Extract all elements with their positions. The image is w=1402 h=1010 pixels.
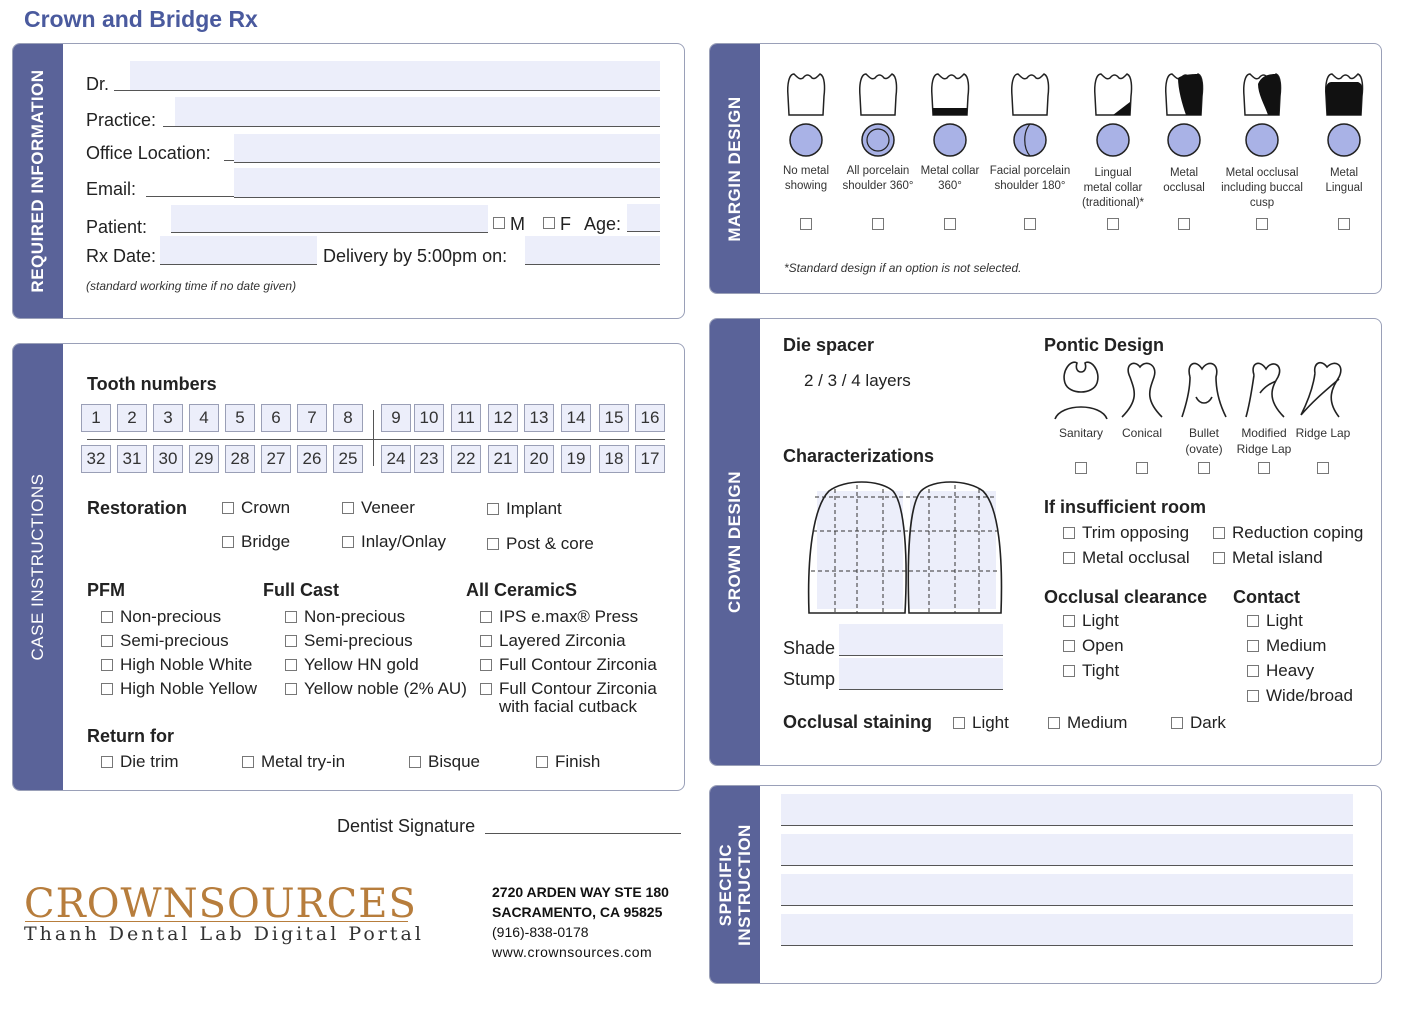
tooth-chart-horizontal-divider [87, 439, 665, 440]
pontic-option-5-label: Ridge Lap [1295, 426, 1351, 440]
pfm-semi-precious-checkbox[interactable] [101, 635, 113, 647]
return-finish-checkbox[interactable] [536, 756, 548, 768]
pontic-option-4-checkbox[interactable] [1258, 462, 1270, 474]
stump-field[interactable] [839, 658, 1003, 690]
pontic-option-5-shape [1301, 363, 1341, 417]
clearance-tight-checkbox[interactable] [1063, 665, 1075, 677]
staining-dark-checkbox[interactable] [1171, 717, 1183, 729]
address-city: SACRAMENTO, CA 95825 [492, 904, 663, 920]
office-label: Office Location: [86, 143, 211, 163]
cast-non-precious-label: Non-precious [304, 607, 406, 626]
rx-date-label: Rx Date: [86, 246, 157, 266]
margin-option-7-label: Metal occlusal including buccal cusp [1221, 167, 1303, 209]
return-metal-try-in-checkbox[interactable] [242, 756, 254, 768]
shade-field[interactable] [839, 624, 1003, 656]
metal-occlusal-room-option[interactable] [1063, 548, 1190, 568]
margin-option-7-cross-section [1246, 124, 1278, 156]
tooth-number-1[interactable]: 1 [81, 404, 111, 432]
margin-option-1-crown [788, 74, 825, 115]
staining-dark-label: Dark [1190, 713, 1226, 732]
all-ceramics-heading: All CeramicS [466, 580, 578, 600]
metal-occlusal-room-label: Metal occlusal [1082, 548, 1190, 567]
email-field[interactable] [234, 168, 660, 198]
return-metal-try-in-option[interactable] [242, 752, 345, 772]
tooth-number-17[interactable]: 17 [635, 445, 665, 473]
reduction-coping-checkbox[interactable] [1213, 527, 1225, 539]
contact-wide-broad-option[interactable] [1247, 686, 1353, 706]
return-finish-option[interactable] [536, 752, 600, 772]
restoration-implant-option[interactable] [487, 499, 562, 519]
restoration-post-core-checkbox[interactable] [487, 538, 499, 550]
trim-opposing-checkbox[interactable] [1063, 527, 1075, 539]
contact-heavy-option[interactable] [1247, 661, 1314, 681]
return-bisque-checkbox[interactable] [409, 756, 421, 768]
clearance-light-label: Light [1082, 611, 1119, 630]
address-phone: (916)-838-0178 [492, 924, 589, 940]
crownsources-logo: CROWNSOURCES [24, 881, 417, 927]
restoration-post-core-option[interactable] [487, 534, 594, 554]
occlusal-clearance-heading: Occlusal clearance [1044, 587, 1208, 607]
tooth-number-14[interactable]: 14 [561, 404, 591, 432]
margin-option-4-checkbox[interactable] [1024, 218, 1036, 230]
restoration-crown-label: Crown [241, 498, 291, 517]
specific-instruction-line-1[interactable] [781, 794, 1353, 826]
pfm-semi-precious-label: Semi-precious [120, 631, 229, 650]
restoration-inlay-onlay-label: Inlay/Onlay [361, 532, 447, 551]
tooth-number-24[interactable]: 24 [381, 445, 411, 473]
restoration-bridge-option[interactable] [222, 532, 290, 552]
pontic-option-5-checkbox[interactable] [1317, 462, 1329, 474]
cast-non-precious-option[interactable] [285, 607, 405, 627]
return-die-trim-label: Die trim [120, 752, 179, 771]
pfm-high-noble-white-checkbox[interactable] [101, 659, 113, 671]
pontic-option-2-label: Conical [1121, 426, 1163, 440]
pfm-high-noble-yellow-checkbox[interactable] [101, 683, 113, 695]
ceramic-full-contour-option[interactable] [480, 655, 657, 675]
cast-yellow-hn-gold-option[interactable] [285, 655, 419, 675]
address-street: 2720 ARDEN WAY STE 180 [492, 884, 669, 900]
tooth-number-5[interactable]: 5 [225, 404, 255, 432]
ceramic-emax-label: IPS e.max® Press [499, 607, 639, 626]
tooth-number-23[interactable]: 23 [414, 445, 444, 473]
margin-option-4-cross-section [1014, 124, 1046, 156]
metal-occlusal-room-checkbox[interactable] [1063, 552, 1075, 564]
required-info-band [13, 44, 63, 318]
margin-option-1-label: No metal showing [782, 165, 830, 192]
pontic-design-heading: Pontic Design [1044, 335, 1165, 355]
die-spacer-heading: Die spacer [783, 335, 875, 355]
specific-instruction-band [710, 786, 760, 983]
ceramic-emax-checkbox[interactable] [480, 611, 492, 623]
tooth-numbers-heading: Tooth numbers [87, 374, 217, 394]
restoration-implant-checkbox[interactable] [487, 503, 499, 515]
margin-option-2-checkbox[interactable] [872, 218, 884, 230]
contact-medium-option[interactable] [1247, 636, 1326, 656]
dr-label: Dr. [86, 74, 110, 94]
tooth-number-15[interactable]: 15 [599, 404, 629, 432]
pontic-option-3-shape [1182, 363, 1226, 417]
case-instructions-band [13, 344, 63, 790]
patient-label: Patient: [86, 217, 148, 237]
staining-medium-option[interactable] [1048, 713, 1127, 733]
form-title: Crown and Bridge Rx [24, 6, 258, 32]
logo-tagline: Thanh Dental Lab Digital Portal [24, 923, 424, 945]
margin-option-6-label: Metal occlusal [1163, 167, 1205, 194]
staining-light-label: Light [972, 713, 1009, 732]
margin-option-6-cross-section [1168, 124, 1200, 156]
dr-line [114, 79, 130, 91]
clearance-open-checkbox[interactable] [1063, 640, 1075, 652]
return-bisque-label: Bisque [428, 752, 480, 771]
practice-label: Practice: [86, 110, 157, 130]
ceramic-emax-option[interactable] [480, 607, 638, 627]
pontic-option-1-checkbox[interactable] [1075, 462, 1087, 474]
reduction-coping-label: Reduction coping [1232, 523, 1364, 542]
working-time-note: (standard working time if no date given) [86, 279, 297, 293]
margin-option-6-checkbox[interactable] [1178, 218, 1190, 230]
pfm-semi-precious-option[interactable] [101, 631, 229, 651]
pontic-option-3-checkbox[interactable] [1198, 462, 1210, 474]
pfm-non-precious-option[interactable] [101, 607, 221, 627]
crown-design-band-label: CROWN DESIGN [725, 471, 744, 613]
margin-option-3-metal-collar [933, 108, 967, 115]
pfm-high-noble-yellow-option[interactable] [101, 679, 257, 699]
return-metal-try-in-label: Metal try-in [261, 752, 346, 771]
char-right-fill [910, 491, 996, 609]
cast-semi-precious-checkbox[interactable] [285, 635, 297, 647]
tooth-number-9[interactable]: 9 [381, 404, 411, 432]
margin-design-panel [709, 43, 1382, 294]
margin-option-3-cross-section [934, 124, 966, 156]
margin-option-7-checkbox[interactable] [1256, 218, 1268, 230]
cast-yellow-noble-checkbox[interactable] [285, 683, 297, 695]
staining-medium-label: Medium [1067, 713, 1128, 732]
cast-semi-precious-label: Semi-precious [304, 631, 413, 650]
cast-yellow-noble-option[interactable] [285, 679, 467, 699]
return-for-heading: Return for [87, 726, 174, 746]
contact-heading: Contact [1233, 587, 1300, 607]
tooth-number-31[interactable]: 31 [117, 445, 147, 473]
case-instructions-panel [12, 343, 685, 791]
dr-field[interactable] [130, 61, 660, 91]
ceramic-layered-zirconia-label: Layered Zirconia [499, 631, 626, 650]
ceramic-full-contour-checkbox[interactable] [480, 659, 492, 671]
tooth-number-25[interactable]: 25 [333, 445, 363, 473]
shade-label: Shade [783, 638, 836, 658]
tooth-number-21[interactable]: 21 [488, 445, 518, 473]
margin-option-3-label: Metal collar 360° [920, 165, 980, 192]
email-line [146, 185, 236, 197]
cast-semi-precious-option[interactable] [285, 631, 413, 651]
age-label: Age: [584, 214, 622, 234]
practice-field[interactable] [175, 97, 660, 127]
specific-instruction-line-4[interactable] [781, 914, 1353, 946]
tooth-number-4[interactable]: 4 [189, 404, 219, 432]
cast-yellow-hn-gold-checkbox[interactable] [285, 659, 297, 671]
pontic-design-illustrations [710, 319, 1382, 489]
case-instructions-band-label: CASE INSTRUCTIONS [28, 473, 47, 661]
tooth-number-20[interactable]: 20 [524, 445, 554, 473]
margin-option-8-label: Metal Lingual [1325, 167, 1363, 194]
return-die-trim-option[interactable] [101, 752, 179, 772]
margin-option-2-shoulder-ring [867, 129, 889, 151]
margin-option-5-cross-section [1097, 124, 1129, 156]
stump-label: Stump [783, 669, 836, 689]
male-label: M [510, 214, 525, 234]
margin-option-8-cross-section [1328, 124, 1360, 156]
restoration-veneer-option[interactable] [342, 498, 415, 518]
female-checkbox[interactable] [543, 217, 555, 229]
tooth-number-6[interactable]: 6 [261, 404, 291, 432]
rx-date-field[interactable] [160, 236, 317, 265]
tooth-number-26[interactable]: 26 [297, 445, 327, 473]
characterization-tooth-diagram[interactable] [805, 477, 1005, 617]
crown-design-panel [709, 318, 1382, 766]
pontic-option-4-label: Modified Ridge Lap [1236, 426, 1292, 456]
tooth-number-12[interactable]: 12 [488, 404, 518, 432]
restoration-veneer-checkbox[interactable] [342, 502, 354, 514]
pfm-heading: PFM [87, 580, 125, 600]
delivery-label: Delivery by 5:00pm on: [323, 246, 508, 266]
contact-medium-checkbox[interactable] [1247, 640, 1259, 652]
die-spacer-layers[interactable]: 2 / 3 / 4 layers [804, 371, 911, 390]
clearance-open-label: Open [1082, 636, 1124, 655]
clearance-light-option[interactable] [1063, 611, 1119, 631]
characterizations-heading: Characterizations [783, 446, 935, 466]
margin-option-8-checkbox[interactable] [1338, 218, 1350, 230]
tooth-number-29[interactable]: 29 [189, 445, 219, 473]
required-info-panel [12, 43, 685, 319]
ceramic-full-contour-cutback-label: Full Contour Zirconia [499, 679, 657, 698]
metal-island-option[interactable] [1213, 548, 1323, 568]
dentist-signature-line[interactable] [485, 820, 681, 834]
occlusal-staining-heading: Occlusal staining [783, 712, 933, 732]
contact-wide-broad-label: Wide/broad [1266, 686, 1353, 705]
cast-yellow-hn-gold-label: Yellow HN gold [304, 655, 419, 674]
ceramic-full-contour-label: Full Contour Zirconia [499, 655, 657, 674]
tooth-number-7[interactable]: 7 [297, 404, 327, 432]
return-bisque-option[interactable] [409, 752, 480, 772]
specific-instruction-panel [709, 785, 1382, 984]
tooth-number-3[interactable]: 3 [153, 404, 183, 432]
pfm-high-noble-yellow-label: High Noble Yellow [120, 679, 258, 698]
restoration-inlay-onlay-option[interactable] [342, 532, 446, 552]
female-label: F [560, 214, 571, 234]
age-field[interactable] [627, 204, 660, 232]
metal-island-checkbox[interactable] [1213, 552, 1225, 564]
margin-option-2-crown [860, 74, 897, 115]
specific-instruction-line-3[interactable] [781, 874, 1353, 906]
ceramic-layered-zirconia-checkbox[interactable] [480, 635, 492, 647]
restoration-crown-checkbox[interactable] [222, 502, 234, 514]
address-website[interactable]: www.crownsources.com [492, 944, 653, 960]
contact-heavy-label: Heavy [1266, 661, 1315, 680]
tooth-number-22[interactable]: 22 [451, 445, 481, 473]
tooth-number-19[interactable]: 19 [561, 445, 591, 473]
delivery-date-field[interactable] [525, 236, 660, 265]
trim-opposing-option[interactable] [1063, 523, 1189, 543]
tooth-number-11[interactable]: 11 [451, 404, 481, 432]
office-line [224, 149, 234, 161]
contact-wide-broad-checkbox[interactable] [1247, 690, 1259, 702]
pontic-option-3-label: Bullet (ovate) [1185, 426, 1223, 456]
margin-standard-note: *Standard design if an option is not selected. [784, 261, 1022, 275]
return-finish-label: Finish [555, 752, 601, 771]
tooth-number-10[interactable]: 10 [414, 404, 444, 432]
pontic-option-2-shape [1122, 363, 1162, 417]
tooth-number-18[interactable]: 18 [599, 445, 629, 473]
restoration-bridge-label: Bridge [241, 532, 291, 551]
return-die-trim-checkbox[interactable] [101, 756, 113, 768]
office-location-field[interactable] [234, 134, 660, 163]
staining-light-option[interactable] [953, 713, 1009, 733]
pfm-high-noble-white-label: High Noble White [120, 655, 253, 674]
tooth-chart-vertical-divider [373, 410, 374, 466]
practice-line [163, 115, 175, 127]
pontic-option-1-label: Sanitary [1058, 426, 1104, 440]
margin-option-1-cross-section [790, 124, 822, 156]
cast-yellow-noble-label: Yellow noble (2% AU) [304, 679, 467, 698]
tooth-number-32[interactable]: 32 [81, 445, 111, 473]
clearance-open-option[interactable] [1063, 636, 1124, 656]
dentist-signature-label: Dentist Signature [337, 816, 476, 836]
restoration-post-core-label: Post & core [506, 534, 594, 553]
ceramic-full-contour-cutback-option[interactable] [480, 679, 657, 699]
clearance-tight-label: Tight [1082, 661, 1120, 680]
required-info-band-label: REQUIRED INFORMATION [28, 69, 47, 293]
margin-option-1-checkbox[interactable] [800, 218, 812, 230]
restoration-inlay-onlay-checkbox[interactable] [342, 536, 354, 548]
pfm-high-noble-white-option[interactable] [101, 655, 252, 675]
margin-option-3-checkbox[interactable] [944, 218, 956, 230]
specific-instruction-line-2[interactable] [781, 834, 1353, 866]
trim-opposing-label: Trim opposing [1082, 523, 1190, 542]
char-left-fill [817, 491, 903, 609]
ceramic-layered-zirconia-option[interactable] [480, 631, 626, 651]
reduction-coping-option[interactable] [1213, 523, 1363, 543]
restoration-bridge-checkbox[interactable] [222, 536, 234, 548]
tooth-number-13[interactable]: 13 [524, 404, 554, 432]
contact-medium-label: Medium [1266, 636, 1327, 655]
margin-option-4-label: Facial porcelain shoulder 180° [989, 165, 1071, 192]
male-checkbox[interactable] [493, 217, 505, 229]
cast-non-precious-checkbox[interactable] [285, 611, 297, 623]
staining-dark-option[interactable] [1171, 713, 1226, 733]
insufficient-room-heading: If insufficient room [1044, 497, 1206, 517]
margin-option-8-metal-lingual [1326, 82, 1363, 115]
ceramic-full-contour-cutback-checkbox[interactable] [480, 683, 492, 695]
patient-field[interactable] [171, 205, 488, 233]
margin-option-2-label: All porcelain shoulder 360° [842, 165, 914, 192]
metal-island-label: Metal island [1232, 548, 1323, 567]
tooth-number-8[interactable]: 8 [333, 404, 363, 432]
full-cast-heading: Full Cast [263, 580, 340, 600]
restoration-veneer-label: Veneer [361, 498, 415, 517]
restoration-implant-label: Implant [506, 499, 562, 518]
contact-heavy-checkbox[interactable] [1247, 665, 1259, 677]
tooth-number-30[interactable]: 30 [153, 445, 183, 473]
tooth-number-27[interactable]: 27 [261, 445, 291, 473]
margin-option-5-checkbox[interactable] [1107, 218, 1119, 230]
contact-light-checkbox[interactable] [1247, 615, 1259, 627]
pontic-option-1-shape [1055, 362, 1107, 419]
staining-light-checkbox[interactable] [953, 717, 965, 729]
logo-underline [25, 921, 408, 922]
tooth-number-16[interactable]: 16 [635, 404, 665, 432]
specific-instruction-band-label: SPECIFIC INSTRUCTION [716, 823, 754, 946]
ceramic-cutback-label-line2: with facial cutback [499, 697, 637, 716]
tooth-number-28[interactable]: 28 [225, 445, 255, 473]
restoration-heading: Restoration [87, 498, 188, 518]
margin-option-5-label: Lingual metal collar (traditional)* [1082, 167, 1144, 209]
staining-medium-checkbox[interactable] [1048, 717, 1060, 729]
margin-option-4-crown [1012, 74, 1049, 115]
pfm-non-precious-label: Non-precious [120, 607, 222, 626]
tooth-number-2[interactable]: 2 [117, 404, 147, 432]
clearance-light-checkbox[interactable] [1063, 615, 1075, 627]
margin-design-band-label: MARGIN DESIGN [725, 95, 744, 242]
contact-light-label: Light [1266, 611, 1303, 630]
contact-light-option[interactable] [1247, 611, 1303, 631]
pfm-non-precious-checkbox[interactable] [101, 611, 113, 623]
pontic-option-4-shape [1246, 363, 1284, 417]
email-label: Email: [86, 179, 137, 199]
pontic-option-2-checkbox[interactable] [1136, 462, 1148, 474]
restoration-crown-option[interactable] [222, 498, 290, 518]
clearance-tight-option[interactable] [1063, 661, 1119, 681]
